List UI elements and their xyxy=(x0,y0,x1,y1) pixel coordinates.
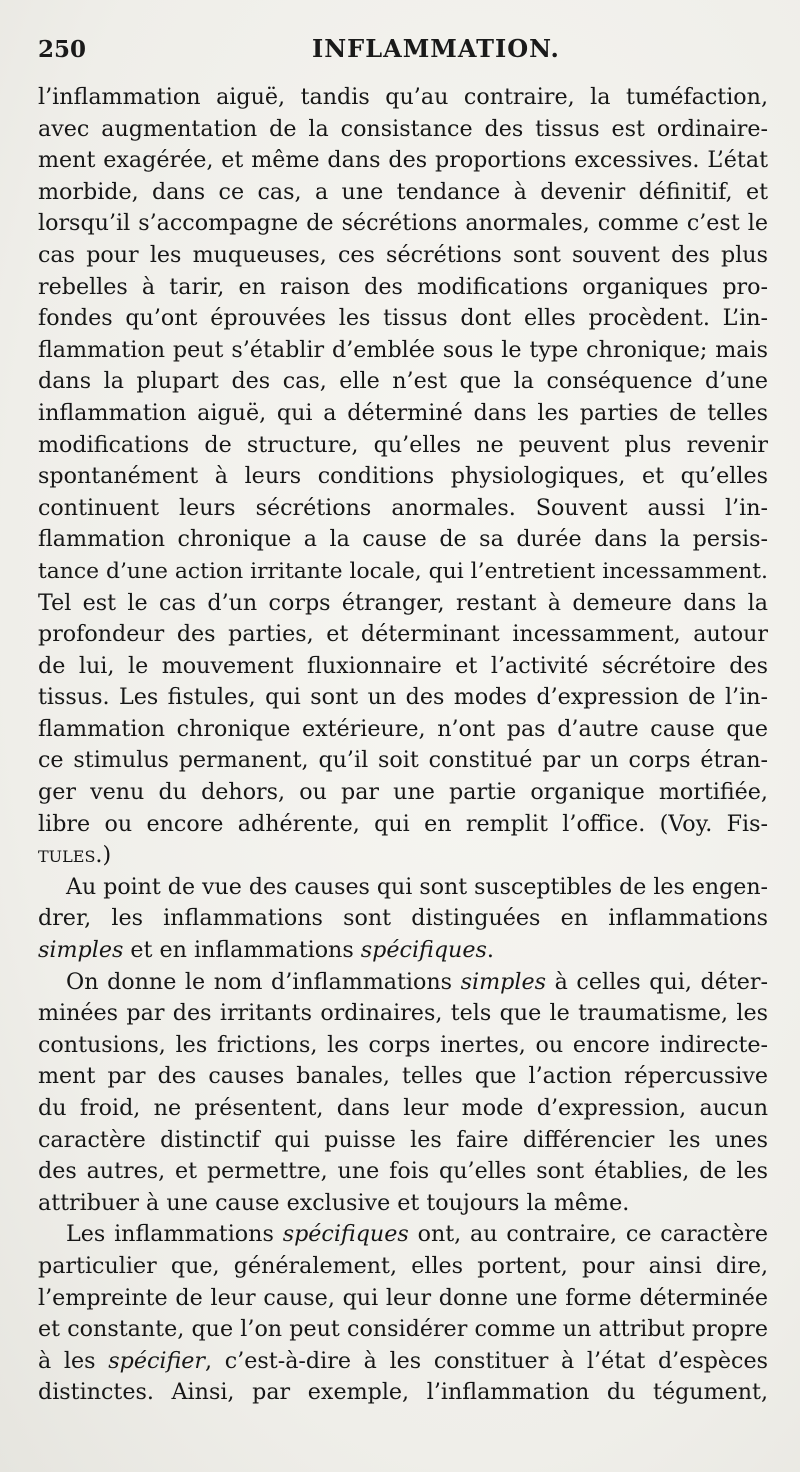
text-line: continuent leurs sécrétions anormales. Souvent aussi l’in- xyxy=(38,494,768,521)
text-fragment: et en inflammations xyxy=(123,937,361,964)
text-line: libre ou encore adhérente, qui en remplit l’office. (Voy. Fis- xyxy=(38,810,768,837)
text-fragment: . xyxy=(486,937,494,964)
page-number: 250 xyxy=(38,36,87,63)
text-fragment: à celles qui, déter- xyxy=(546,968,768,995)
text-line: modifications de structure, qu’elles ne peuvent plus revenir xyxy=(38,431,768,458)
text-line: distinctes. Ainsi, par exemple, l’inflammation du tégument, xyxy=(38,1379,768,1406)
text-fragment: ont, au contraire, ce caractère xyxy=(408,1221,768,1248)
text-line: l’inflammation aiguë, tandis qu’au contraire, la tuméfaction, xyxy=(38,84,768,110)
text-line: tissus. Les fistules, qui sont un des modes d’expression de l’in- xyxy=(38,684,768,711)
text-line: ger venu du dehors, ou par une partie organique mortifiée, xyxy=(38,779,768,806)
text-line: et constante, que l’on peut considérer comme un attribut propre xyxy=(38,1316,768,1343)
text-line: ce stimulus permanent, qu’il soit constitué par un corps étran- xyxy=(38,747,768,774)
text-line: profondeur des parties, et déterminant incessamment, autour xyxy=(38,621,768,648)
text-line: minées par des irritants ordinaires, tels que le traumatisme, les xyxy=(38,1000,768,1027)
paragraph-2 xyxy=(38,872,768,967)
text-line: des autres, et permettre, une fois qu’elles sont établies, de les xyxy=(38,1158,768,1185)
running-title: INFLAMMATION. xyxy=(312,34,560,63)
text-line: particulier que, généralement, elles portent, pour ainsi dire, xyxy=(38,1252,768,1279)
text-line: ment par des causes banales, telles que l’action répercussive xyxy=(38,1063,768,1090)
text-line: Tel est le cas d’un corps étranger, restant à demeure dans la xyxy=(38,589,768,616)
text-line: flammation chronique a la cause de sa durée dans la persis- xyxy=(38,526,768,553)
text-line: de lui, le mouvement fluxionnaire et l’activité sécrétoire des xyxy=(38,652,768,679)
text-line xyxy=(38,967,768,999)
text-line: morbide, dans ce cas, a une tendance à devenir définitif, et xyxy=(38,178,768,205)
paragraph-3 xyxy=(38,967,768,1220)
text-line: l’empreinte de leur cause, qui leur donne une forme déterminée xyxy=(38,1284,768,1311)
text-line: ment exagérée, et même dans des proportions excessives. L’état xyxy=(38,147,768,174)
text-line: attribuer à une cause exclusive et toujours la même. xyxy=(38,1189,630,1216)
text-line: Au point de vue des causes qui sont susceptibles de les engen- xyxy=(66,873,768,900)
text-line: inflammation aiguë, qui a déterminé dans les parties de telles xyxy=(38,399,768,426)
text-line: tance d’une action irritante locale, qui l’entretient incessamment. xyxy=(38,558,768,584)
text-line: dans la plupart des cas, elle n’est que la conséquence d’une xyxy=(38,368,768,395)
text-line: du froid, ne présentent, dans leur mode d’expression, aucun xyxy=(38,1095,768,1121)
page-header xyxy=(38,32,778,72)
text-line: contusions, les frictions, les corps inertes, ou encore indirecte- xyxy=(38,1031,768,1058)
text-fragment: à les xyxy=(38,1347,109,1374)
body-text xyxy=(38,82,768,1409)
text-line: drer, les inflammations sont distinguées en inflammations xyxy=(38,905,768,932)
italic-term: simples xyxy=(460,968,546,995)
text-line: rebelles à tarir, en raison des modifications organiques pro- xyxy=(38,273,768,300)
text-line: flammation peut s’établir d’emblée sous le type chronique; mais xyxy=(38,336,768,363)
text-line: avec augmentation de la consistance des tissus est ordinaire- xyxy=(38,115,768,142)
italic-term: spécifier xyxy=(108,1347,206,1374)
text-fragment: On donne le nom d’inflammations xyxy=(66,968,461,995)
text-line: caractère distinctif qui puisse les faire différencier les unes xyxy=(38,1126,768,1153)
text-line: fondes qu’ont éprouvées les tissus dont elles procèdent. L’in- xyxy=(38,305,768,332)
text-line xyxy=(38,935,768,967)
text-line xyxy=(38,1346,768,1378)
text-line: spontanément à leurs conditions physiologiques, et qu’elles xyxy=(38,463,768,490)
paragraph-4 xyxy=(38,1219,768,1409)
text-fragment: Les inflammations xyxy=(66,1221,283,1248)
italic-term: spécifiques xyxy=(282,1221,409,1248)
text-line: tules.) xyxy=(38,842,112,869)
italic-term: simples xyxy=(38,937,124,964)
text-fragment: , c’est-à-dire à les constituer à l’état d’espèces xyxy=(205,1347,769,1374)
text-line: flammation chronique extérieure, n’ont pas d’autre cause que xyxy=(38,715,768,742)
paragraph-1 xyxy=(38,82,768,872)
italic-term: spécifiques xyxy=(360,937,487,964)
text-line xyxy=(38,1219,768,1251)
text-line: lorsqu’il s’accompagne de sécrétions anormales, comme c’est le xyxy=(38,210,768,237)
text-line: cas pour les muqueuses, ces sécrétions sont souvent des plus xyxy=(38,241,768,268)
